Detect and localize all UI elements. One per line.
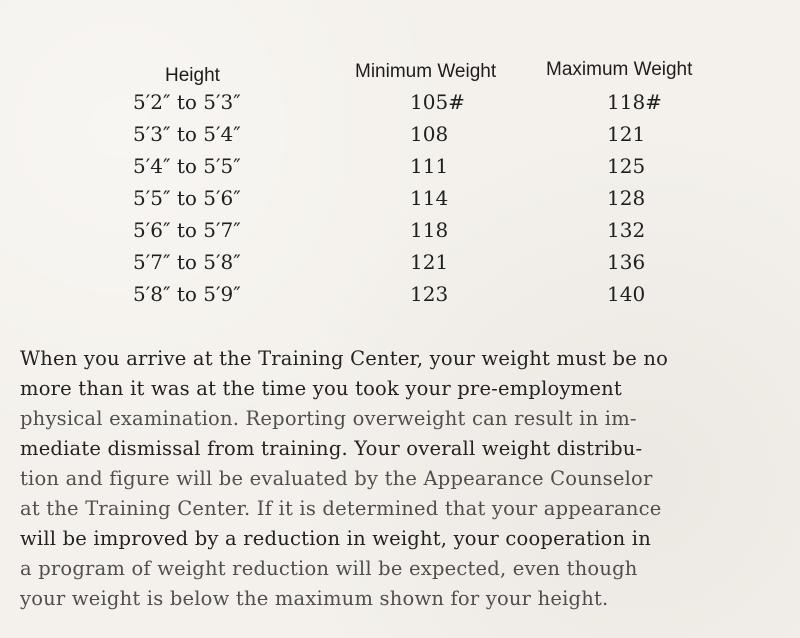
minimum-weight-cell: 105# <box>410 90 465 114</box>
maximum-weight-cell: 118# <box>607 90 662 114</box>
table-row <box>105 182 725 214</box>
minimum-weight-cell: 114 <box>410 186 449 210</box>
minimum-weight-cell: 111 <box>410 154 449 178</box>
paragraph-line: physical examination. Reporting overweight can result in im- <box>20 407 637 430</box>
height-cell: 5′6″ to 5′7″ <box>133 218 241 242</box>
maximum-weight-cell: 125 <box>607 154 646 178</box>
maximum-weight-cell: 140 <box>607 282 646 306</box>
height-cell: 5′5″ to 5′6″ <box>133 186 241 210</box>
paragraph-line: mediate dismissal from training. Your overall weight distribu- <box>20 437 643 460</box>
minimum-weight-column-header: Minimum Weight <box>355 61 497 82</box>
table-row <box>105 246 725 278</box>
maximum-weight-cell: 132 <box>607 218 646 242</box>
paragraph-line: at the Training Center. If it is determined that your appearance <box>20 497 662 520</box>
minimum-weight-cell: 121 <box>410 250 449 274</box>
height-cell: 5′2″ to 5′3″ <box>133 90 241 114</box>
height-column-header: Height <box>165 65 220 86</box>
minimum-weight-cell: 123 <box>410 282 449 306</box>
paragraph-line: will be improved by a reduction in weight, your cooperation in <box>20 527 651 550</box>
paragraph-line: your weight is below the maximum shown for your height. <box>20 587 609 610</box>
height-cell: 5′4″ to 5′5″ <box>133 154 241 178</box>
table-row <box>105 86 725 118</box>
minimum-weight-cell: 118 <box>410 218 449 242</box>
height-cell: 5′7″ to 5′8″ <box>133 250 241 274</box>
maximum-weight-cell: 121 <box>607 122 646 146</box>
table-row <box>105 214 725 246</box>
maximum-weight-column-header: Maximum Weight <box>546 59 693 80</box>
training-center-weight-paragraph <box>20 344 780 614</box>
table-row <box>105 278 725 310</box>
height-cell: 5′8″ to 5′9″ <box>133 282 241 306</box>
maximum-weight-cell: 128 <box>607 186 646 210</box>
maximum-weight-cell: 136 <box>607 250 646 274</box>
paragraph-line: When you arrive at the Training Center, your weight must be no <box>20 347 669 370</box>
minimum-weight-cell: 108 <box>410 122 449 146</box>
height-cell: 5′3″ to 5′4″ <box>133 122 241 146</box>
paragraph-line: more than it was at the time you took your pre-employment <box>20 377 622 400</box>
paragraph-line: a program of weight reduction will be expected, even though <box>20 557 638 580</box>
table-row <box>105 150 725 182</box>
table-row <box>105 118 725 150</box>
paragraph-line: tion and figure will be evaluated by the Appearance Counselor <box>20 467 653 490</box>
